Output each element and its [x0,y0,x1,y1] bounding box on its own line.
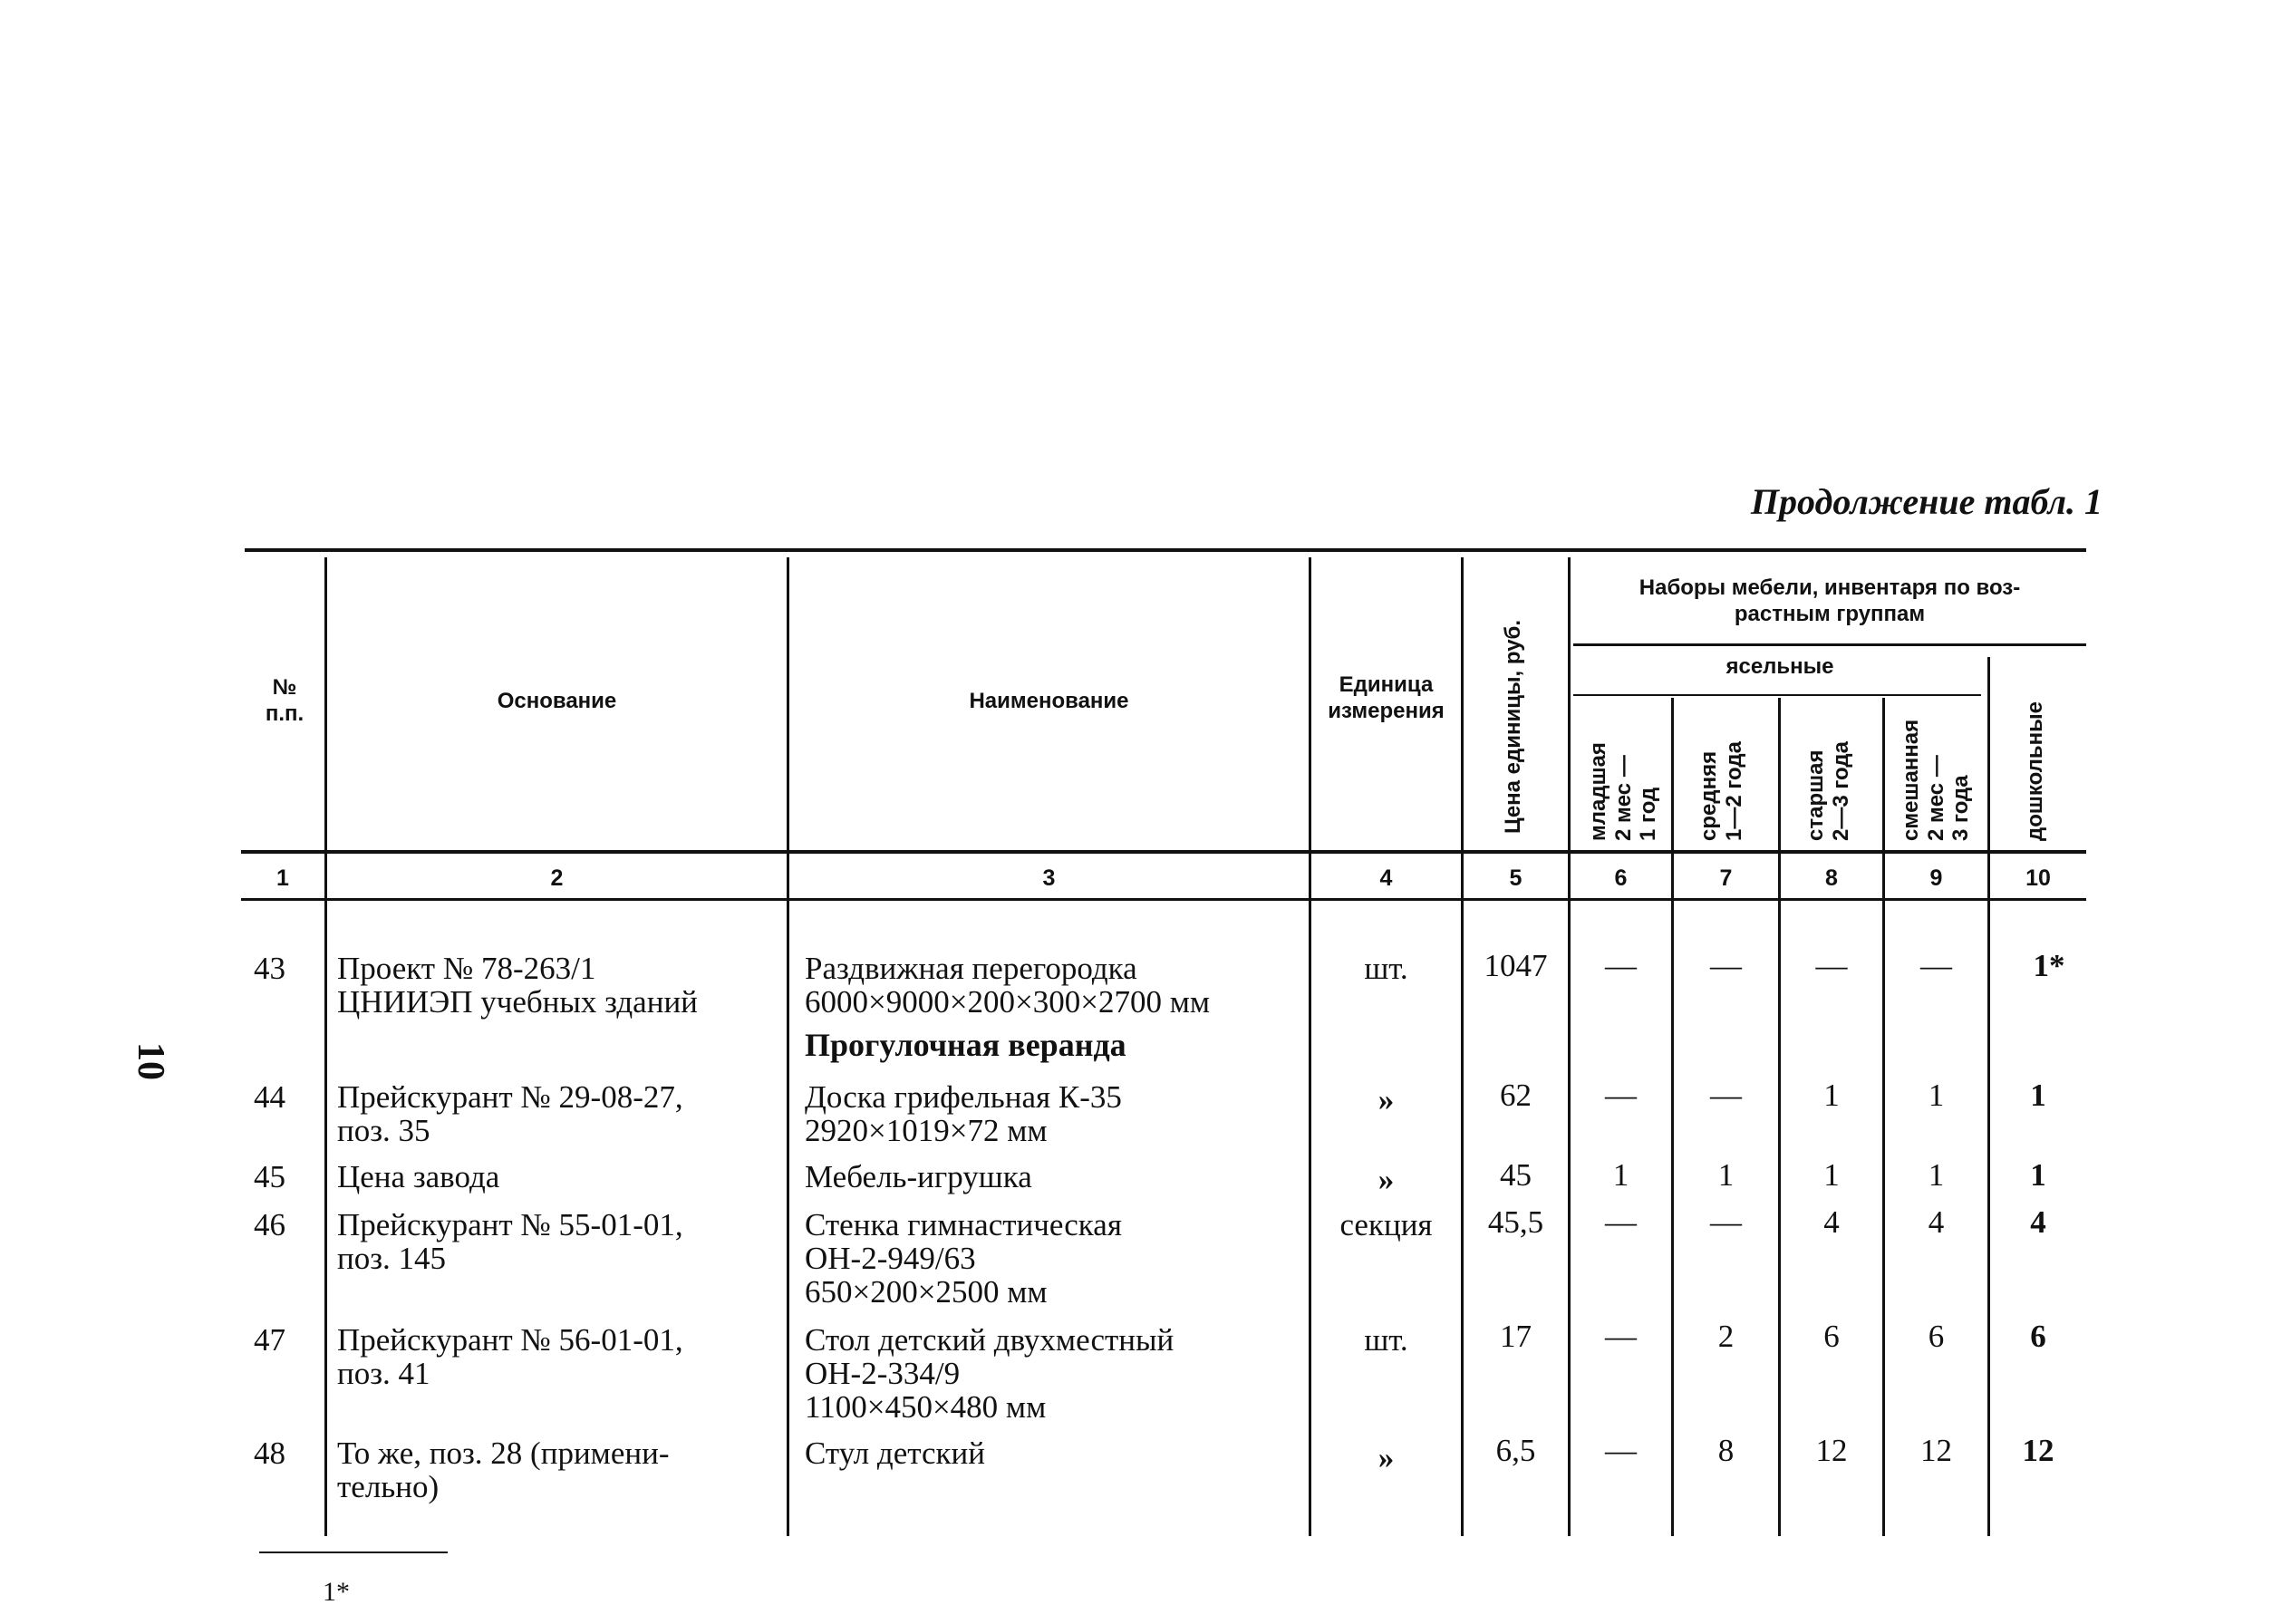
row-basis: Проект № 78-263/1 ЦНИИЭП учебных зданий [337,951,698,1020]
column-number: 3 [1042,865,1056,891]
row-qty-preschool: 6 [2030,1319,2046,1354]
row-qty-younger: 1 [1612,1157,1629,1193]
row-qty-younger: — [1605,1319,1637,1354]
header-mixed: смешанная 2 мес — 3 года [1899,719,1974,841]
row-qty-preschool: 1* [2033,948,2065,983]
row-number: 45 [254,1159,285,1194]
header-furniture-sets: Наборы мебели, инвентаря по воз- растным группам [1638,575,2021,626]
column-number: 8 [1825,865,1838,891]
section-title: Прогулочная веранда [805,1027,1126,1063]
column-divider [1778,698,1781,1536]
row-qty-preschool: 12 [2022,1433,2054,1468]
column-number: 2 [550,865,564,891]
row-item-name: Стул детский [805,1436,985,1471]
column-number: 7 [1719,865,1733,891]
row-qty-mixed: 1 [1928,1157,1945,1193]
header-older: старшая 2—3 года [1803,741,1853,841]
table-caption: Продолжение табл. 1 [1750,481,2102,522]
row-item-name: Мебель-игрушка [805,1159,1032,1194]
header-younger: младшая 2 мес — 1 год [1586,742,1661,841]
column-number: 1 [276,865,289,891]
column-divider [1882,698,1885,1536]
row-unit: секция [1339,1207,1433,1242]
row-qty-preschool: 1 [2030,1078,2046,1113]
row-qty-older: 1 [1823,1078,1840,1113]
row-basis: Прейскурант № 55-01-01, поз. 145 [337,1207,683,1276]
row-price: 17 [1500,1319,1532,1354]
column-number: 10 [2025,865,2051,891]
footnote: 1* [323,1577,350,1607]
column-divider [1671,698,1674,1536]
column-number: 4 [1379,865,1393,891]
row-qty-younger: — [1605,1204,1637,1240]
row-qty-preschool: 4 [2030,1204,2046,1240]
row-qty-preschool: 1 [2030,1157,2046,1193]
row-unit: » [1378,1162,1395,1197]
row-price: 6,5 [1495,1433,1536,1468]
row-price: 45,5 [1487,1204,1544,1240]
row-qty-mixed: 12 [1920,1433,1952,1468]
row-basis: Прейскурант № 56-01-01, поз. 41 [337,1322,683,1391]
header-price: Цена единицы, руб. [1501,619,1525,834]
column-number: 6 [1614,865,1628,891]
row-qty-middle: — [1710,1204,1742,1240]
header-middle: средняя 1—2 года [1696,741,1746,841]
row-qty-older: 4 [1823,1204,1840,1240]
column-divider [1568,557,1571,1536]
row-qty-younger: — [1605,1078,1637,1113]
header-nursery: ясельные [1726,654,1834,679]
row-qty-mixed: 1 [1928,1078,1945,1113]
column-numbers-rule [241,898,2086,901]
row-qty-middle: — [1710,948,1742,983]
row-unit: шт. [1364,1322,1408,1358]
row-qty-younger: — [1605,948,1637,983]
row-basis: Цена завода [337,1159,500,1194]
row-unit: » [1378,1440,1395,1475]
header-bottom-rule [241,850,2086,854]
table-top-rule [245,548,2086,552]
row-number: 48 [254,1436,285,1471]
row-qty-older: — [1815,948,1848,983]
row-qty-older: 12 [1815,1433,1848,1468]
row-unit: шт. [1364,951,1408,986]
row-item-name: Доска грифельная К-35 2920×1019×72 мм [805,1079,1122,1148]
row-number: 47 [254,1322,285,1358]
header-unit: Единица измерения [1328,672,1445,723]
column-divider [1461,557,1464,1536]
row-unit: » [1378,1082,1395,1117]
column-number: 5 [1509,865,1522,891]
row-basis: Прейскурант № 29-08-27, поз. 35 [337,1079,683,1148]
row-number: 44 [254,1079,285,1115]
footnote-rule [259,1552,448,1553]
row-qty-mixed: — [1920,948,1952,983]
row-qty-middle: 2 [1717,1319,1735,1354]
row-qty-middle: 8 [1717,1433,1735,1468]
row-number: 43 [254,951,285,986]
row-qty-older: 1 [1823,1157,1840,1193]
row-item-name: Стол детский двухместный ОН-2-334/9 1100×450×480 мм [805,1322,1174,1425]
row-qty-younger: — [1605,1433,1637,1468]
row-qty-mixed: 6 [1928,1319,1945,1354]
page-number: 10 [130,1042,171,1080]
group-header-rule [1573,643,2086,646]
header-preschool: дошкольные [2023,701,2047,841]
row-price: 45 [1500,1157,1532,1193]
header-row-number: № п.п. [265,675,304,726]
header-basis: Основание [497,689,617,713]
column-number: 9 [1929,865,1943,891]
row-qty-mixed: 4 [1928,1204,1945,1240]
row-item-name: Стенка гимнастическая ОН-2-949/63 650×200×2500 мм [805,1207,1122,1310]
row-item-name: Раздвижная перегородка 6000×9000×200×300×2700 мм [805,951,1211,1020]
row-price: 62 [1500,1078,1532,1113]
row-price: 1047 [1484,948,1548,983]
row-number: 46 [254,1207,285,1242]
row-qty-older: 6 [1823,1319,1840,1354]
header-name: Наименование [969,689,1129,713]
row-qty-middle: 1 [1717,1157,1735,1193]
row-qty-middle: — [1710,1078,1742,1113]
row-basis: То же, поз. 28 (примени- тельно) [337,1436,670,1504]
